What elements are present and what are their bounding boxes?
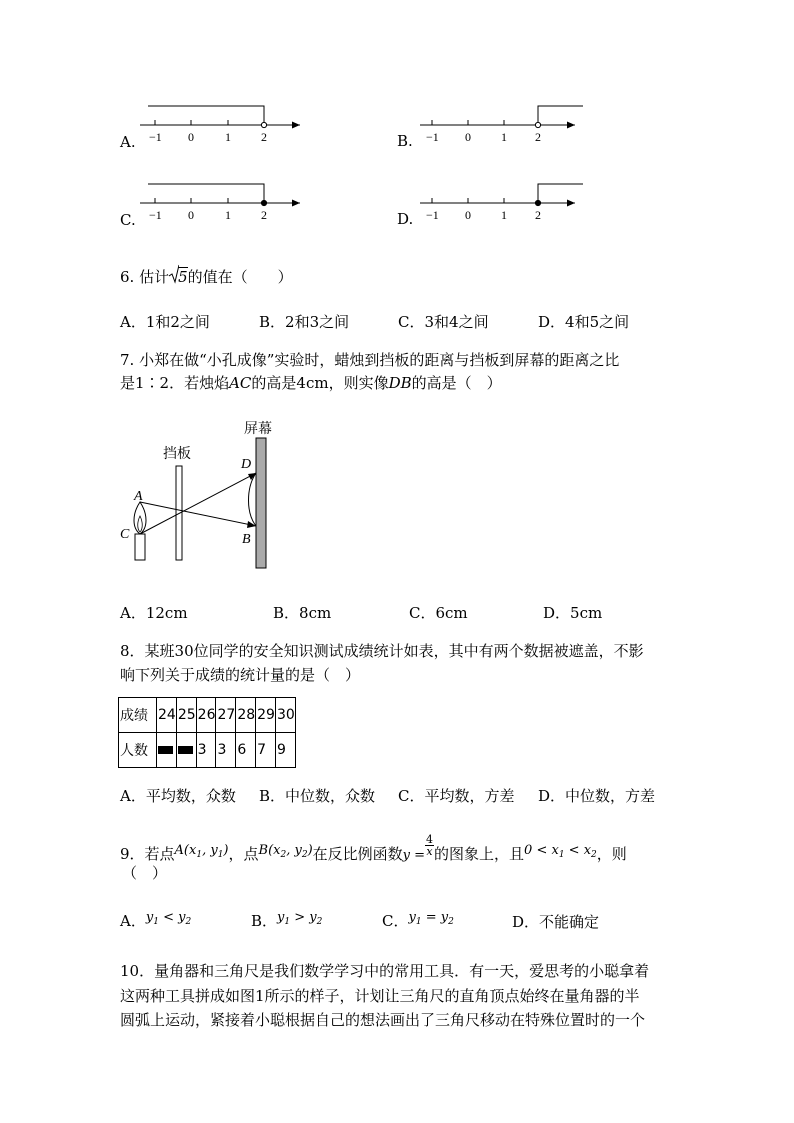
tick-label: −1 (149, 208, 162, 222)
table-cell: 29 (256, 698, 276, 733)
point-a-label: A (134, 489, 143, 504)
tick-label: 0 (465, 130, 471, 144)
pinhole-diagram (115, 418, 295, 578)
point-c-label: C (120, 527, 130, 542)
table-cell: 25 (176, 698, 196, 733)
table-cell: 6 (236, 733, 256, 768)
q5-option-b-number-line (420, 100, 590, 149)
tick-label: 2 (261, 208, 267, 222)
q6-option-d: D．4和5之间 (538, 313, 630, 331)
q6-option-a: A．1和2之间 (120, 313, 210, 331)
board-label: 挡板 (163, 446, 191, 462)
q5-option-a-label: A. (120, 133, 136, 151)
table-cell: 7 (256, 733, 276, 768)
number-line-a (140, 100, 310, 145)
q6-stem-pre: 6. 估计 (120, 268, 170, 286)
table-cell-masked (157, 733, 177, 768)
tick-label: 1 (225, 130, 231, 144)
tick-label: 0 (188, 130, 194, 144)
table-cell: 24 (157, 698, 177, 733)
table-header-cell: 成绩 (119, 698, 157, 733)
q5-option-d-label: D. (397, 210, 414, 228)
sqrt-expression (169, 268, 188, 286)
q9-sep: ，点 (228, 845, 259, 863)
mask-block (178, 746, 193, 754)
q7-line2-b: 的高是 (251, 374, 297, 392)
tick-label: 0 (465, 208, 471, 222)
q9-post: 的图象上，且 (434, 845, 525, 863)
table-cell: 3 (216, 733, 236, 768)
q7-pinhole-figure (115, 418, 295, 582)
table-cell: 27 (216, 698, 236, 733)
q8-option-d: D．中位数，方差 (538, 787, 656, 805)
q9-stem-line2: （ ） (122, 864, 168, 882)
table-row (119, 698, 296, 733)
q7-option-b: B．8cm (273, 604, 332, 622)
q7-length: 4cm (296, 374, 329, 392)
q9-mid: 在反比例函数 (312, 845, 403, 863)
q8-option-a: A．平均数，众数 (120, 787, 236, 805)
tick-label: 1 (501, 130, 507, 144)
q9-option-c: C．$y_1 = y_2$ (382, 910, 454, 930)
q8-option-b: B．中位数，众数 (259, 787, 376, 805)
table-cell: 28 (236, 698, 256, 733)
tick-label: −1 (149, 130, 162, 144)
tick-label: 2 (535, 130, 541, 144)
q6-option-c: C．3和4之间 (398, 313, 489, 331)
tick-label: 1 (501, 208, 507, 222)
q10-stem-line1: 10．量角器和三角尺是我们数学学习中的常用工具．有一天，爱思考的小聪拿着 (120, 962, 650, 980)
q7-segment-db: DB (388, 374, 412, 392)
q10-stem-line2: 这两种工具拼成如图1所示的样子，计划让三角尺的直角顶点始终在量角器的半 (120, 987, 640, 1005)
q6-stem (120, 266, 293, 287)
table-header-cell: 人数 (119, 733, 157, 768)
table-cell: 3 (196, 733, 216, 768)
q9-option-d: D．不能确定 (512, 913, 600, 931)
q8-stem-line1: 8．某班30位同学的安全知识测试成绩统计如表，其中有两个数据被遮盖，不影 (120, 642, 644, 660)
score-table (118, 697, 296, 768)
q7-line2-d: 的高是（ ） (411, 374, 502, 392)
q5-option-d-number-line (420, 178, 590, 227)
q8-option-c: C．平均数，方差 (398, 787, 515, 805)
q5-option-a-number-line (140, 100, 310, 149)
tick-label: 2 (261, 130, 267, 144)
number-line-b (420, 100, 590, 145)
q7-line2-c: ，则实像 (328, 374, 389, 392)
q9-option-b: B．$y_1 > y_2$ (251, 910, 323, 930)
q7-option-d: D．5cm (543, 604, 603, 622)
tick-label: 2 (535, 208, 541, 222)
q7-line2-a: 是1∶2．若烛焰 (120, 374, 230, 392)
number-line-d (420, 178, 590, 223)
candle-body (135, 534, 145, 560)
q9-stem-line1 (120, 834, 627, 864)
q7-option-c: C．6cm (409, 604, 468, 622)
q6-stem-post: 的值在（ ） (187, 268, 293, 286)
q7-option-a: A．12cm (120, 604, 188, 622)
radical-sign-icon (169, 264, 179, 284)
q9-point-b: $B(x_2$, $y_2$) (258, 843, 313, 860)
table-cell: 9 (275, 733, 295, 768)
q9-option-a: A．$y_1 < y_2$ (120, 910, 192, 930)
q9-condition: $0 < x_1 < x_2$ (524, 843, 597, 860)
candle-flame (134, 502, 146, 534)
q8-stem-line2: 响下列关于成绩的统计量的是（ ） (120, 666, 361, 684)
tick-label: −1 (426, 208, 439, 222)
point-b-label: B (242, 532, 251, 547)
screen-label: 屏幕 (244, 421, 272, 437)
q9-pre: 9．若点 (120, 845, 175, 863)
q7-segment-ac: AC (229, 374, 252, 392)
q6-option-b: B．2和3之间 (259, 313, 350, 331)
point-d-label: D (241, 457, 252, 472)
q7-stem-line2 (120, 372, 502, 393)
screen-rect (256, 438, 266, 568)
table-cell-masked (176, 733, 196, 768)
q5-option-c-label: C. (120, 211, 136, 229)
number-line-c (140, 178, 310, 223)
q5-option-b-label: B. (397, 132, 413, 150)
q7-stem-line1: 7. 小郑在做“小孔成像”实验时，蜡烛到挡板的距离与挡板到屏幕的距离之比 (120, 351, 620, 369)
mask-block (158, 746, 173, 754)
q10-stem-line3: 圆弧上运动，紧接着小聪根据自己的想法画出了三角尺移动在特殊位置时的一个 (120, 1011, 646, 1029)
q9-end: ，则 (596, 845, 627, 863)
q9-func-lhs: y = (402, 848, 426, 863)
q9-point-a: $A(x_1$, $y_1$) (174, 843, 229, 860)
tick-label: 1 (225, 208, 231, 222)
table-cell: 30 (275, 698, 295, 733)
table-cell: 26 (196, 698, 216, 733)
q5-option-c-number-line (140, 178, 310, 227)
tick-label: −1 (426, 130, 439, 144)
table-row (119, 733, 296, 768)
q9-fraction: $\frac{4}{x}$ (426, 833, 434, 858)
tick-label: 0 (188, 208, 194, 222)
q6-radicand: 5 (178, 268, 188, 286)
